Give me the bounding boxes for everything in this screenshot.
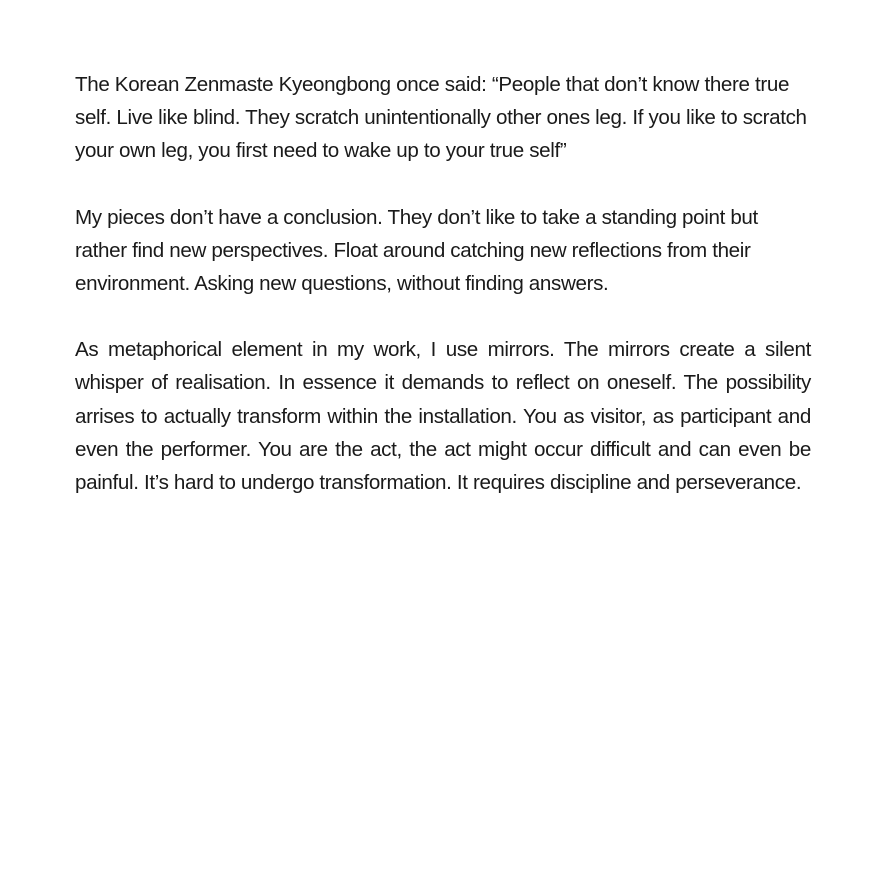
document-page [75,68,811,532]
paragraph-mirrors: As metaphorical element in my work, I use mirrors. The mirrors create a silent whisper of realisation. In essence it demands to reflect on oneself. The possibility arrises to actually transform within the installation. You as visitor, as participant and even the performer. You are the act, the act might occur difficult and can even be painful. It’s hard to undergo transformation. It requires discipline and perseverance. [75,338,811,495]
paragraph-no-conclusion: My pieces don’t have a conclusion. They don’t like to take a standing point but rather find new perspectives. Float around catching new reflections from their environment. Asking new questions, without finding answers. [75,205,758,296]
paragraph-zen-quote: The Korean Zenmaste Kyeongbong once said: “People that don’t know there true self. Live like blind. They scratch unintentionally other ones leg. If you like to scratch your own leg, you first need to wake up to your true self” [75,73,807,163]
